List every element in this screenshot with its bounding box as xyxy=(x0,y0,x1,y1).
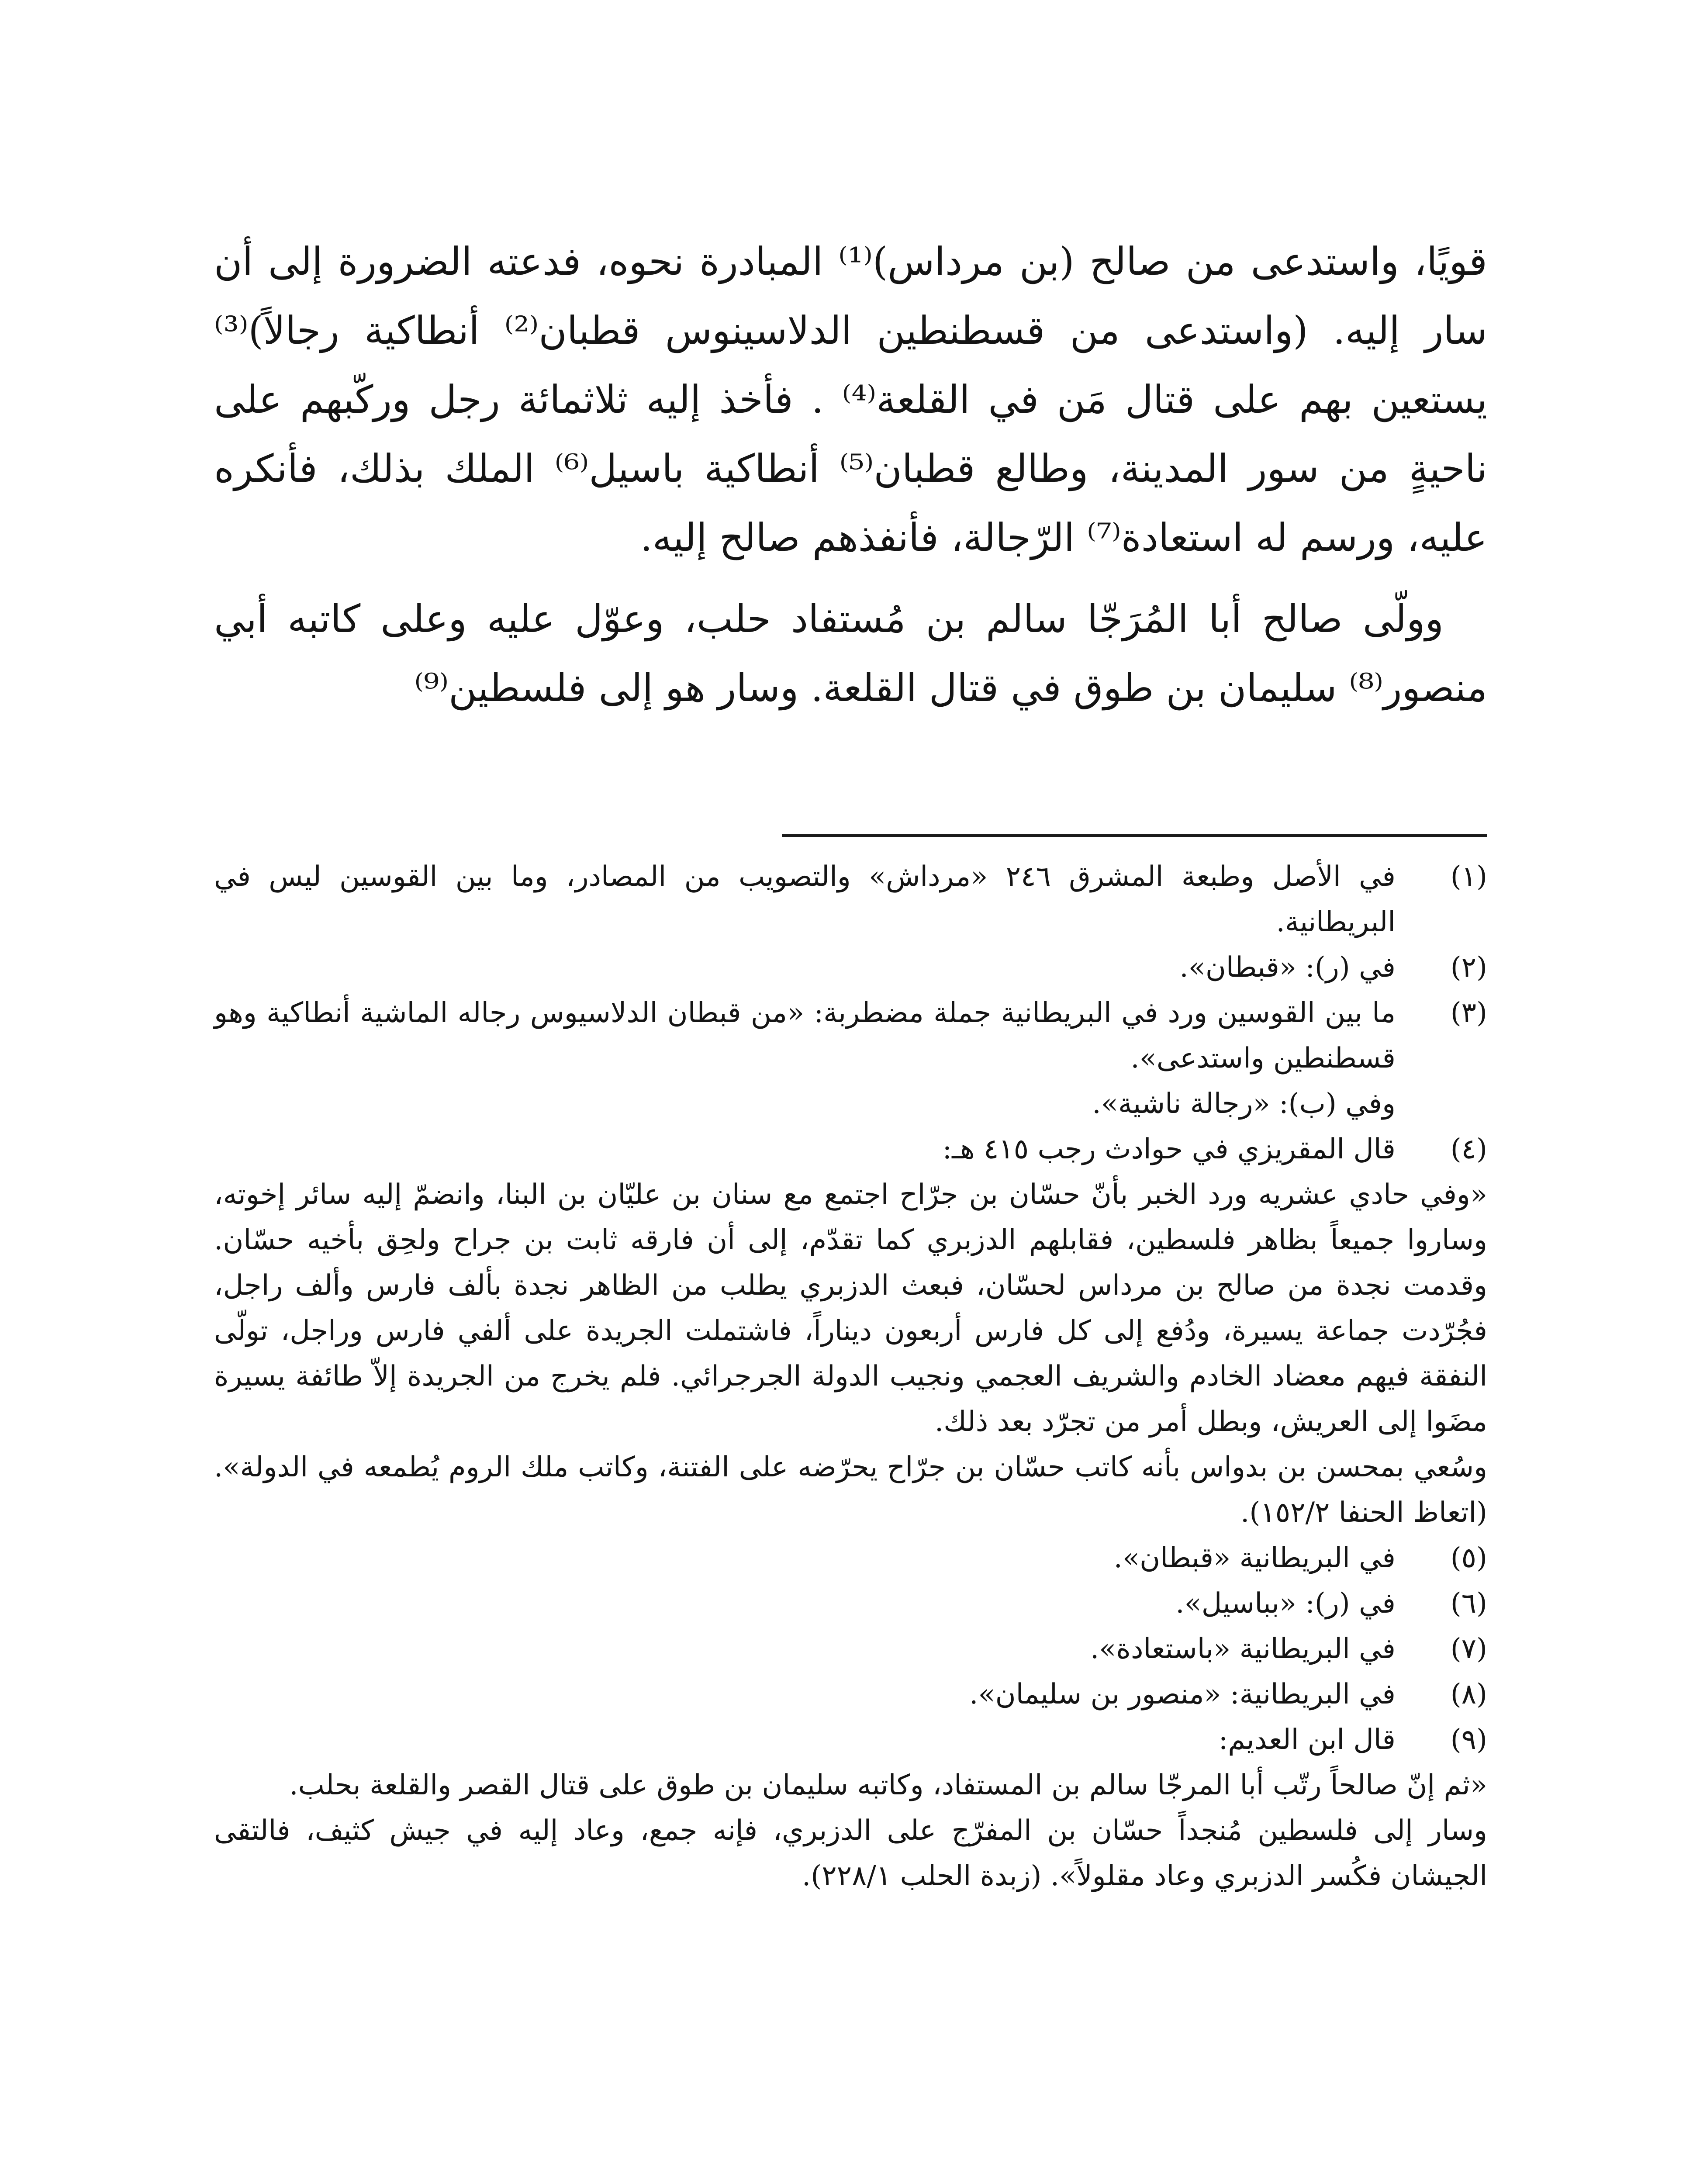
footnotes xyxy=(214,854,1487,1899)
footnote-4 xyxy=(214,1127,1487,1535)
footnote-quote: وسار إلى فلسطين مُنجداً حسّان بن المفرّج على الدزبري، فإنه جمع، وعاد إليه في جيش كثيف، فالتقى الجيشان فكُسر الدزبري وعاد مقلولاً». (زبدة الحلب ٢٢٨/١). xyxy=(214,1814,1487,1892)
footnote-number: (٥) xyxy=(1450,1542,1487,1574)
footnote-number: (٤) xyxy=(1450,1133,1487,1165)
footnote-number: (٧) xyxy=(1450,1633,1487,1665)
footnote-7 xyxy=(214,1626,1487,1672)
footnote-number: (٦) xyxy=(1450,1587,1487,1620)
footnote-3 xyxy=(214,990,1487,1127)
footnote-number: (٩) xyxy=(1450,1724,1487,1756)
footnote-quote: «وفي حادي عشريه ورد الخبر بأنّ حسّان بن جرّاح اجتمع مع سنان بن عليّان بن البنا، وانضمّ إليه سائر إخوته، وساروا جميعاً بظاهر فلسطين، فقابلهم الدزبري كما تقدّم، إلى أن فارقه ثابت بن جراح ولحِق بأخيه حسّان. وقدمت نجدة من صالح بن مرداس لحسّان، فبعث الدزبري يطلب من الظاهر نجدة بألف فارس وألف راجل، فجُرّدت جماعة يسيرة، ودُفع إلى كل فارس أربعون ديناراً، فاشتملت الجريدة على ألفي فارس وراجل، تولّى النفقة فيهم معضاد الخادم والشريف العجمي ونجيب الدولة الجرجرائي. فلم يخرج من الجريدة إلاّ طائفة يسيرة مضَوا إلى العريش، وبطل أمر من تجرّد بعد ذلك. xyxy=(214,1178,1487,1438)
footnote-number: (٣) xyxy=(1450,997,1487,1029)
footnote-8 xyxy=(214,1672,1487,1717)
footnote-separator xyxy=(782,834,1487,837)
main-paragraph-2: وولّى صالح أبا المُرَجّا سالم بن مُستفاد حلب، وعوّل عليه وعلى كاتبه أبي منصور⁽⁸⁾ سليمان بن طوق في قتال القلعة. وسار هو إلى فلسطين⁽⁹⁾ xyxy=(214,596,1487,710)
footnote-text: في البريطانية «باستعادة». xyxy=(1090,1633,1396,1665)
footnote-text: في البريطانية «قبطان». xyxy=(1113,1542,1396,1574)
footnote-quote: «ثم إنّ صالحاً رتّب أبا المرجّا سالم بن المستفاد، وكاتبه سليمان بن طوق على قتال القصر والقلعة بحلب. xyxy=(289,1769,1487,1801)
footnote-text: قال المقريزي في حوادث رجب ٤١٥ هـ: xyxy=(942,1133,1396,1165)
main-paragraph-1: قويًا، واستدعى من صالح (بن مرداس)⁽¹⁾ المبادرة نحوه، فدعته الضرورة إلى أن سار إليه. (واستدعى من قسطنطين الدلاسينوس قطبان⁽²⁾ أنطاكية رجالاً)⁽³⁾ يستعين بهم على قتال مَن في القلعة⁽⁴⁾ . فأخذ إليه ثلاثمائة رجل وركّبهم على ناحيةٍ من سور المدينة، وطالع قطبان⁽⁵⁾ أنطاكية باسيل⁽⁶⁾ الملك بذلك، فأنكره عليه، ورسم له استعادة⁽⁷⁾ الرّجالة، فأنفذهم صالح إليه. xyxy=(214,239,1488,560)
footnote-text: ما بين القوسين ورد في البريطانية جملة مضطربة: «من قبطان الدلاسيوس رجاله الماشية أنطاكية وهو قسطنطين واستدعى». xyxy=(214,997,1396,1075)
footnote-text: في البريطانية: «منصور بن سليمان». xyxy=(969,1678,1396,1711)
footnote-text: قال ابن العديم: xyxy=(1218,1724,1396,1756)
footnote-quote: وسُعي بمحسن بن بدواس بأنه كاتب حسّان بن جرّاح يحرّضه على الفتنة، وكاتب ملك الروم يُطمعه في الدولة». (اتعاظ الحنفا ١٥٢/٢). xyxy=(214,1451,1487,1529)
footnote-text: في الأصل وطبعة المشرق ٢٤٦ «مرداش» والتصويب من المصادر، وما بين القوسين ليس في البريطانية. xyxy=(214,860,1396,938)
footnote-1 xyxy=(214,854,1487,945)
footnote-text: في (ر): «قبطان». xyxy=(1179,951,1396,984)
footnote-number: (٢) xyxy=(1450,951,1487,984)
footnote-9 xyxy=(214,1717,1487,1899)
footnote-2 xyxy=(214,945,1487,990)
footnote-6 xyxy=(214,1581,1487,1626)
footnote-number: (٨) xyxy=(1450,1678,1487,1711)
footnote-text: في (ر): «بباسيل». xyxy=(1175,1587,1396,1620)
footnote-text: وفي (ب): «رجالة ناشية». xyxy=(1092,1088,1396,1120)
footnote-number: (١) xyxy=(1450,860,1487,893)
main-text xyxy=(214,227,1487,722)
footnote-5 xyxy=(214,1535,1487,1581)
